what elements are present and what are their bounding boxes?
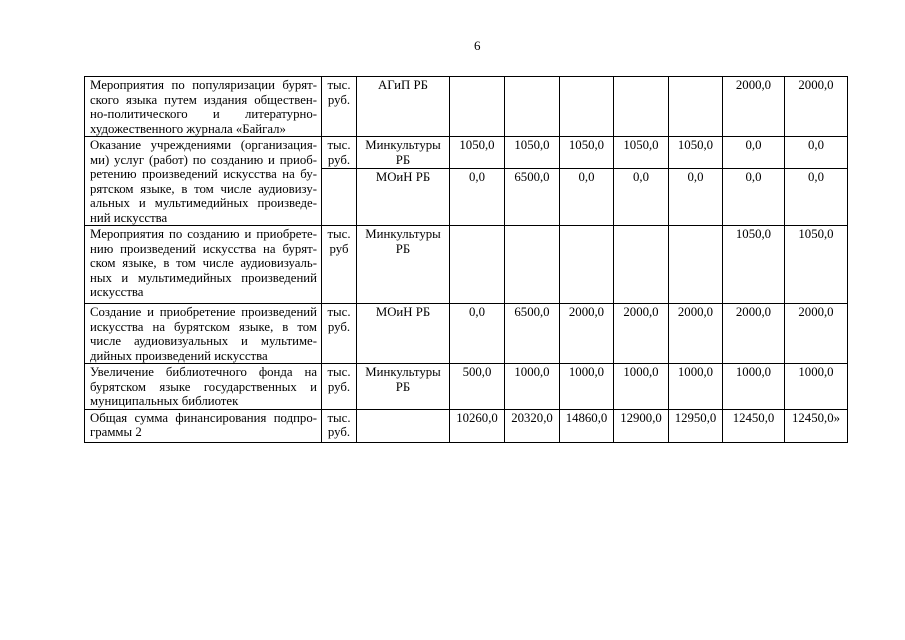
value-cell: 1050,0 (560, 137, 614, 169)
unit-text-line: руб. (327, 425, 351, 439)
value-cell: 10260,0 (450, 409, 505, 442)
measure-text-line: искусства на бурятском языке, в том (90, 319, 317, 334)
unit-text-line: руб. (327, 152, 351, 167)
measure-cell (85, 226, 322, 304)
value-cell: 1050,0 (785, 226, 848, 304)
measure-text-line: ском языке, в том числе аудиовизуаль- (90, 256, 317, 270)
value-cell: 0,0 (785, 137, 848, 169)
value-cell: 1050,0 (450, 137, 505, 169)
measure-text-line: искусства (90, 285, 144, 299)
value-cell (560, 226, 614, 304)
table-row (85, 304, 848, 364)
unit-text-line: тыс. (327, 138, 351, 152)
value-cell: 0,0 (614, 169, 669, 226)
agency-cell (357, 226, 450, 304)
measure-text-line: Создание и приобретение произведений (90, 305, 317, 319)
value-cell: 1000,0 (505, 364, 560, 410)
value-cell: 2000,0 (614, 304, 669, 364)
value-cell: 1000,0 (723, 364, 785, 410)
unit-cell (322, 304, 357, 364)
unit-cell (322, 409, 357, 442)
page-number: 6 (474, 38, 481, 53)
agency-text-line: Минкультуры (365, 138, 441, 152)
measure-text-line: числе аудиовизуальных и мультиме- (90, 334, 317, 348)
agency-text-line: РБ (395, 379, 411, 394)
value-cell: 20320,0 (505, 409, 560, 442)
measure-text-line: альных и мультимедийных произведе- (90, 196, 317, 210)
value-cell: 1000,0 (785, 364, 848, 410)
value-cell (614, 77, 669, 137)
agency-text-line: АГиП РБ (378, 78, 428, 92)
measure-cell (85, 409, 322, 442)
table-row (85, 226, 848, 304)
agency-cell (357, 77, 450, 137)
unit-text-line: тыс. (327, 78, 351, 92)
measure-text-line: нию произведений искусства на бурят- (90, 241, 317, 256)
measure-cell (85, 364, 322, 410)
agency-text-line: Минкультуры (365, 227, 441, 241)
unit-text-line: тыс. (327, 227, 351, 241)
agency-text-line: Минкультуры (365, 365, 441, 379)
value-cell: 0,0 (785, 169, 848, 226)
measure-text-line: граммы 2 (90, 425, 142, 439)
measure-text-line: Увеличение библиотечного фонда на (90, 365, 317, 379)
value-cell: 1000,0 (614, 364, 669, 410)
measure-text-line: Оказание учреждениями (организация- (90, 138, 317, 152)
value-cell: 0,0 (450, 169, 505, 226)
agency-cell (357, 169, 450, 226)
agency-cell (357, 364, 450, 410)
agency-cell (357, 304, 450, 364)
measure-text-line: дийных произведений искусства (90, 348, 268, 363)
value-cell: 500,0 (450, 364, 505, 410)
unit-cell (322, 77, 357, 137)
table-row (85, 137, 848, 169)
value-cell (614, 226, 669, 304)
measure-text-line: Общая сумма финансирования подпро- (90, 410, 317, 425)
measure-text-line: Мероприятия по популяризации бурят- (90, 78, 317, 92)
measure-text-line: рятском языке, в том числе аудиовизу- (90, 181, 317, 196)
table-row (85, 77, 848, 137)
measure-text-line: ретению произведений искусства на бу- (90, 167, 317, 181)
measure-text-line: ний искусства (90, 210, 168, 225)
value-cell: 12450,0» (785, 409, 848, 442)
value-cell: 12900,0 (614, 409, 669, 442)
value-cell (450, 226, 505, 304)
value-cell: 6500,0 (505, 169, 560, 226)
measure-text-line: художественного журнала «Байгал» (90, 121, 286, 136)
value-cell: 1050,0 (723, 226, 785, 304)
value-cell: 0,0 (723, 169, 785, 226)
unit-cell (322, 226, 357, 304)
value-cell (669, 226, 723, 304)
measure-text-line: бурятском языке государственных и (90, 379, 317, 394)
value-cell: 2000,0 (669, 304, 723, 364)
agency-cell (357, 409, 450, 442)
value-cell: 1000,0 (560, 364, 614, 410)
value-cell: 1050,0 (505, 137, 560, 169)
measure-text-line: Мероприятия по созданию и приобрете- (90, 227, 317, 241)
value-cell: 1050,0 (614, 137, 669, 169)
value-cell: 1050,0 (669, 137, 723, 169)
unit-text-line: тыс. (327, 305, 351, 319)
measure-text-line: муниципальных библиотек (90, 394, 239, 408)
value-cell (450, 77, 505, 137)
value-cell: 0,0 (450, 304, 505, 364)
measure-cell (85, 137, 322, 226)
value-cell: 1000,0 (669, 364, 723, 410)
unit-cell (322, 137, 357, 169)
value-cell (505, 77, 560, 137)
value-cell: 2000,0 (785, 77, 848, 137)
measure-cell (85, 77, 322, 137)
unit-text-line: руб (329, 241, 349, 256)
value-cell (560, 77, 614, 137)
value-cell: 2000,0 (723, 304, 785, 364)
financing-table (84, 76, 848, 443)
unit-text-line: тыс. (327, 365, 351, 379)
value-cell: 2000,0 (785, 304, 848, 364)
unit-text-line: руб. (327, 319, 351, 334)
agency-text-line: РБ (395, 152, 411, 167)
value-cell: 12450,0 (723, 409, 785, 442)
value-cell: 2000,0 (560, 304, 614, 364)
unit-cell (322, 364, 357, 410)
value-cell (505, 226, 560, 304)
agency-text-line: МОиН РБ (375, 305, 431, 319)
agency-cell (357, 137, 450, 169)
agency-text-line: РБ (395, 241, 411, 256)
value-cell (669, 77, 723, 137)
value-cell: 2000,0 (723, 77, 785, 137)
measure-text-line: ского языка путем издания обществен- (90, 92, 317, 107)
agency-text-line: МОиН РБ (375, 170, 431, 184)
measure-cell (85, 304, 322, 364)
unit-text-line: тыс. (327, 410, 351, 425)
measure-text-line: ных и мультимедийных произведений (90, 270, 317, 285)
value-cell: 12950,0 (669, 409, 723, 442)
unit-cell (322, 169, 357, 226)
value-cell: 6500,0 (505, 304, 560, 364)
measure-text-line: ми) услуг (работ) по созданию и приоб- (90, 152, 317, 167)
unit-text-line: руб. (327, 92, 351, 107)
value-cell: 14860,0 (560, 409, 614, 442)
value-cell: 0,0 (669, 169, 723, 226)
measure-text-line: но-политического и литературно- (90, 107, 317, 121)
table-row (85, 364, 848, 410)
value-cell: 0,0 (560, 169, 614, 226)
unit-text-line: руб. (327, 379, 351, 394)
value-cell: 0,0 (723, 137, 785, 169)
table-row-total (85, 409, 848, 442)
